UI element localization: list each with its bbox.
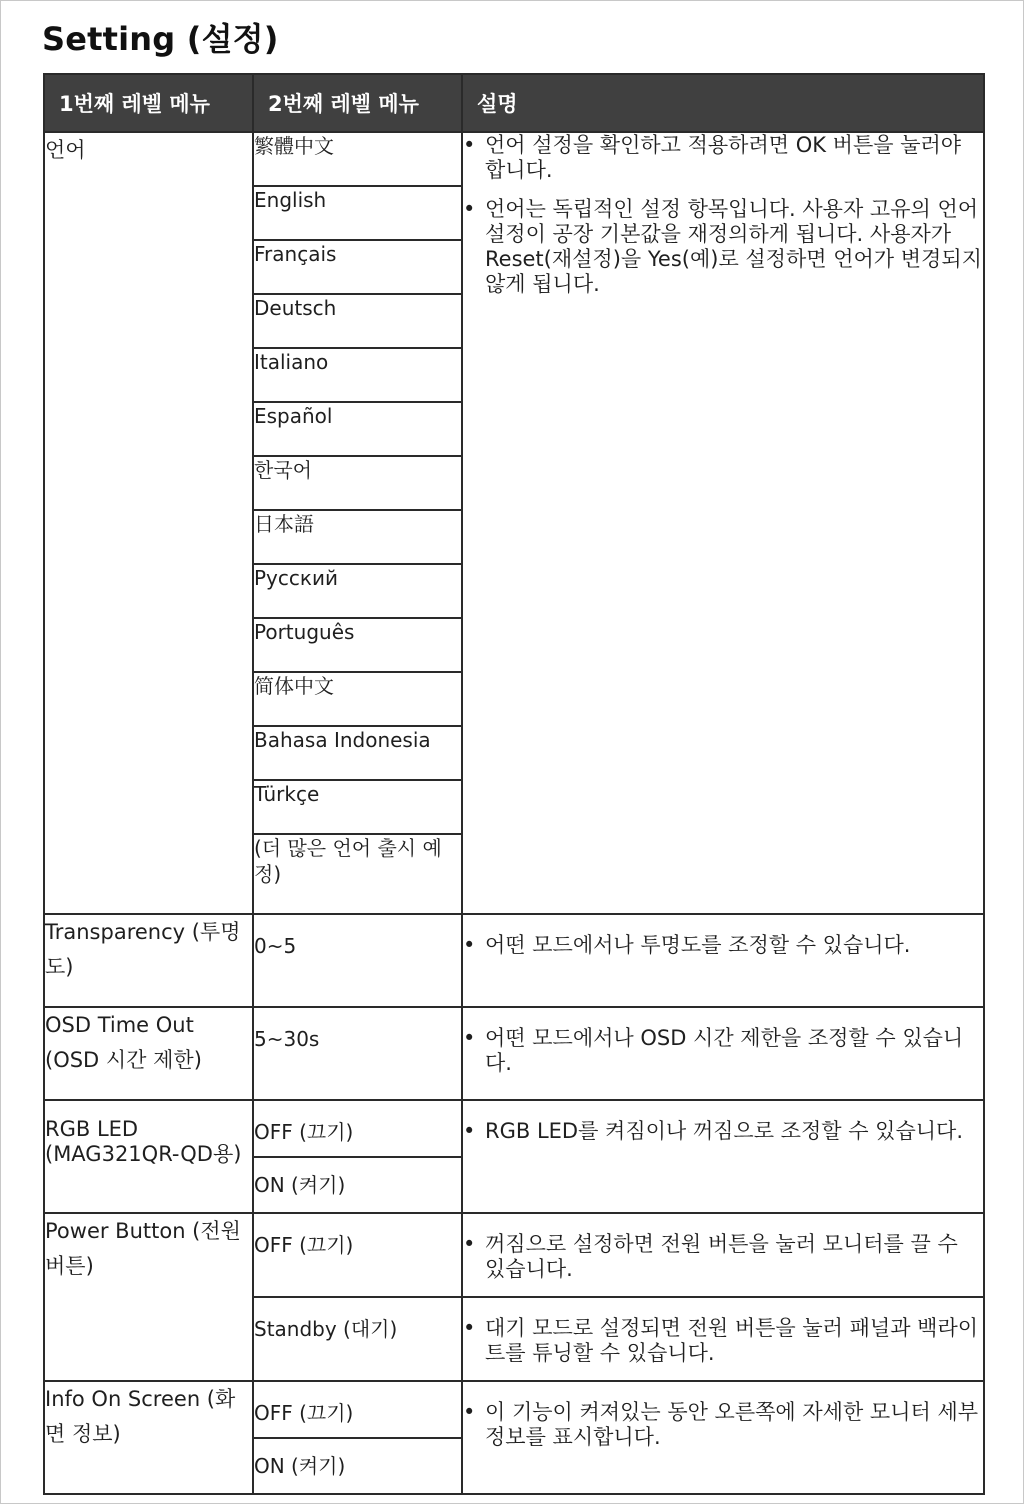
language-option: Español bbox=[253, 402, 462, 456]
page-title: Setting (설정) bbox=[42, 20, 279, 58]
rgb-led-option: OFF (끄기) bbox=[253, 1100, 462, 1157]
info-on-screen-option: ON (켜기) bbox=[253, 1438, 462, 1494]
language-option: Bahasa Indonesia bbox=[253, 726, 462, 780]
language-option: Deutsch bbox=[253, 294, 462, 348]
language-option: 日本語 bbox=[253, 510, 462, 564]
language-option: Italiano bbox=[253, 348, 462, 402]
description-item: • 언어 설정을 확인하고 적용하려면 OK 버튼을 눌러야 합니다. bbox=[463, 133, 962, 182]
language-description bbox=[462, 132, 984, 914]
header-description: 설명 bbox=[462, 74, 984, 132]
power-button-standby-description bbox=[462, 1297, 984, 1381]
bullet-icon: • bbox=[463, 1400, 476, 1424]
table-row bbox=[44, 1007, 984, 1100]
bullet-icon: • bbox=[463, 197, 476, 221]
description-item: • 이 기능이 켜져있는 동안 오른쪽에 자세한 모니터 세부 정보를 표시합니다. bbox=[463, 1400, 979, 1449]
menu-info-on-screen: Info On Screen (화면 정보) bbox=[44, 1381, 253, 1494]
language-option: Русский bbox=[253, 564, 462, 618]
bullet-icon: • bbox=[463, 1316, 476, 1340]
osd-time-out-description bbox=[462, 1007, 984, 1100]
transparency-value: 0~5 bbox=[253, 914, 462, 1007]
language-option: 繁體中文 bbox=[253, 132, 462, 186]
description-item: • 언어는 독립적인 설정 항목입니다. 사용자 고유의 언어 설정이 공장 기본값을 재정의하게 됩니다. 사용자가 Reset(재설정)을 Yes(예)로 설정하면 언어가 변경되지 않게 됩니다. bbox=[463, 197, 982, 296]
table-row bbox=[44, 132, 984, 186]
language-option: English bbox=[253, 186, 462, 240]
settings-table bbox=[43, 73, 985, 1495]
menu-language: 언어 bbox=[44, 132, 253, 914]
menu-osd-time-out: OSD Time Out (OSD 시간 제한) bbox=[44, 1007, 253, 1100]
description-item: • 어떤 모드에서나 투명도를 조정할 수 있습니다. bbox=[463, 933, 911, 957]
bullet-icon: • bbox=[463, 1119, 476, 1143]
transparency-description bbox=[462, 914, 984, 1007]
header-second-level: 2번째 레벨 메뉴 bbox=[253, 74, 462, 132]
language-option: Français bbox=[253, 240, 462, 294]
language-option: 한국어 bbox=[253, 456, 462, 510]
info-on-screen-description bbox=[462, 1381, 984, 1494]
table-row bbox=[44, 914, 984, 1007]
bullet-icon: • bbox=[463, 933, 476, 957]
bullet-icon: • bbox=[463, 133, 476, 157]
table-header-row bbox=[44, 74, 984, 132]
power-button-option: OFF (끄기) bbox=[253, 1213, 462, 1297]
menu-transparency: Transparency (투명도) bbox=[44, 914, 253, 1007]
rgb-led-description bbox=[462, 1100, 984, 1213]
table-row bbox=[44, 1100, 984, 1157]
power-button-off-description bbox=[462, 1213, 984, 1297]
info-on-screen-option: OFF (끄기) bbox=[253, 1381, 462, 1438]
menu-power-button: Power Button (전원 버튼) bbox=[44, 1213, 253, 1381]
language-option: Português bbox=[253, 618, 462, 672]
language-option: Türkçe bbox=[253, 780, 462, 834]
power-button-option: Standby (대기) bbox=[253, 1297, 462, 1381]
bullet-icon: • bbox=[463, 1232, 476, 1256]
table-row bbox=[44, 1213, 984, 1297]
rgb-led-option: ON (켜기) bbox=[253, 1157, 462, 1213]
description-item: • 꺼짐으로 설정하면 전원 버튼을 눌러 모니터를 끌 수 있습니다. bbox=[463, 1232, 958, 1281]
description-item: • 어떤 모드에서나 OSD 시간 제한을 조정할 수 있습니다. bbox=[463, 1026, 964, 1075]
table-row bbox=[44, 1381, 984, 1438]
description-item: • 대기 모드로 설정되면 전원 버튼을 눌러 패널과 백라이트를 튜닝할 수 있습니다. bbox=[463, 1316, 979, 1365]
description-item: • RGB LED를 켜짐이나 꺼짐으로 조정할 수 있습니다. bbox=[463, 1119, 963, 1143]
bullet-icon: • bbox=[463, 1026, 476, 1050]
language-option: 简体中文 bbox=[253, 672, 462, 726]
osd-time-out-value: 5~30s bbox=[253, 1007, 462, 1100]
language-option-more: (더 많은 언어 출시 예정) bbox=[253, 834, 462, 914]
header-first-level: 1번째 레벨 메뉴 bbox=[44, 74, 253, 132]
menu-rgb-led: RGB LED (MAG321QR-QD용) bbox=[44, 1100, 253, 1213]
